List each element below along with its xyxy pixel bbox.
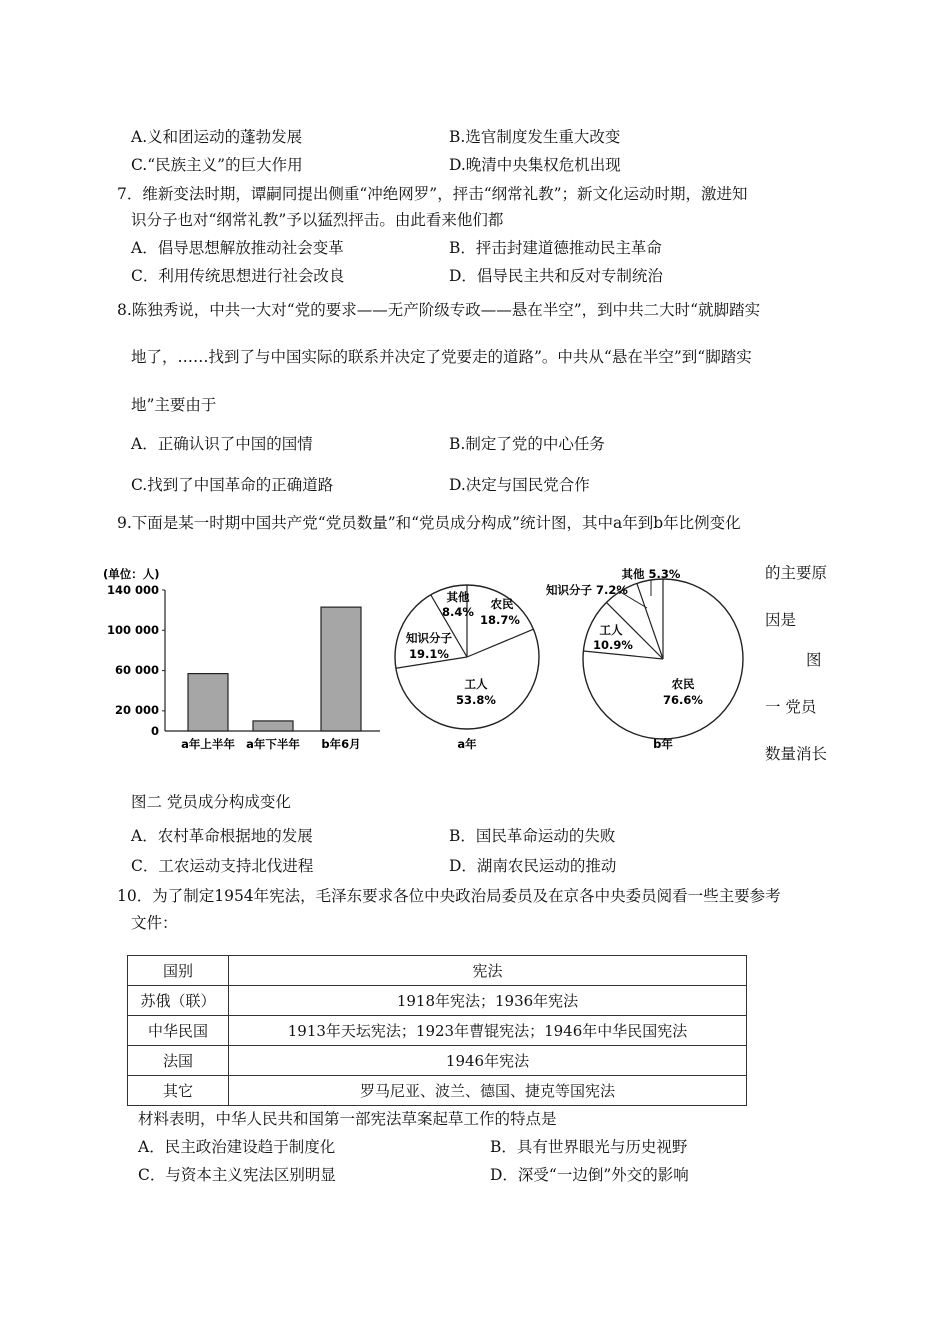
y-tick-label: 100 000 bbox=[106, 623, 159, 637]
q9-side-text-2: 因是 bbox=[765, 611, 797, 629]
y-tick-label: 140 000 bbox=[106, 583, 159, 597]
table-cell-constitution: 1918年宪法；1936年宪法 bbox=[229, 986, 747, 1016]
q7-option-b: B．抨击封建道德推动民主革命 bbox=[449, 239, 662, 257]
bar bbox=[253, 721, 293, 731]
q7-stem-line2: 识分子也对“纲常礼教”予以猛烈抨击。由此看来他们都 bbox=[131, 211, 504, 229]
pie-chart-b bbox=[546, 567, 743, 751]
table-header-cell: 国别 bbox=[128, 956, 229, 986]
q10-option-a: A．民主政治建设趋于制度化 bbox=[138, 1138, 336, 1156]
pie-b-label-qita: 其他 5.3% bbox=[621, 567, 681, 581]
q8-option-c: C.找到了中国革命的正确道路 bbox=[131, 476, 334, 494]
q8-option-b: B.制定了党的中心任务 bbox=[449, 435, 605, 453]
pie-b-label-nongmin: 农民 bbox=[671, 677, 695, 691]
pie-a-label-nongmin: 农民 bbox=[490, 597, 514, 611]
q6-option-b: B.选官制度发生重大改变 bbox=[449, 128, 621, 146]
q10-stem-line1: 10．为了制定1954年宪法，毛泽东要求各位中央政治局委员及在京各中央委员阅看一些主要参考 bbox=[117, 887, 781, 905]
x-category-label: a年下半年 bbox=[246, 737, 300, 751]
table-header-cell: 宪法 bbox=[229, 956, 747, 986]
pie-b-title: b年 bbox=[653, 737, 673, 751]
q9-side-text-3: 图 bbox=[806, 651, 822, 669]
q8-stem-line1: 8.陈独秀说，中共一大对“党的要求——无产阶级专政——悬在半空”，到中共二大时“就脚踏实 bbox=[117, 301, 761, 319]
q9-option-c: C．工农运动支持北伐进程 bbox=[131, 857, 314, 875]
pie-b-label-gongren: 工人 bbox=[599, 623, 623, 637]
q10-option-b: B．具有世界眼光与历史视野 bbox=[490, 1138, 688, 1156]
table-cell-country: 中华民国 bbox=[128, 1016, 229, 1046]
q7-option-c: C．利用传统思想进行社会改良 bbox=[131, 267, 345, 285]
q6-option-c: C.“民族主义”的巨大作用 bbox=[131, 156, 303, 174]
q8-option-a: A．正确认识了中国的国情 bbox=[131, 435, 313, 453]
table-cell-constitution: 1913年天坛宪法；1923年曹锟宪法；1946年中华民国宪法 bbox=[229, 1016, 747, 1046]
pie-b-label-zhishi: 知识分子 7.2% bbox=[546, 583, 628, 597]
q10-option-d: D．深受“一边倒”外交的影响 bbox=[490, 1166, 689, 1184]
q10-stem-line2: 文件： bbox=[131, 914, 178, 932]
pie-a-title: a年 bbox=[457, 737, 477, 751]
pie-a-label-gongren: 工人 bbox=[464, 677, 488, 691]
y-tick-label: 0 bbox=[150, 724, 159, 738]
q9-option-b: B．国民革命运动的失败 bbox=[449, 827, 616, 845]
table-cell-country: 其它 bbox=[128, 1076, 229, 1106]
q9-side-text-1: 的主要原 bbox=[765, 564, 828, 582]
pie-chart-a bbox=[395, 585, 539, 751]
q8-stem-line3: 地”主要由于 bbox=[131, 396, 217, 414]
q10-question: 材料表明，中华人民共和国第一部宪法草案起草工作的特点是 bbox=[138, 1110, 557, 1128]
q10-option-c: C．与资本主义宪法区别明显 bbox=[138, 1166, 336, 1184]
table-row bbox=[128, 1076, 747, 1106]
table-cell-constitution: 1946年宪法 bbox=[229, 1046, 747, 1076]
pie-a-value-zhishi: 19.1% bbox=[409, 647, 449, 661]
constitution-table bbox=[127, 955, 747, 1106]
x-category-label: b年6月 bbox=[321, 737, 361, 751]
q9-side-text-4: 一 党员 bbox=[765, 698, 817, 716]
bar bbox=[321, 607, 361, 731]
pie-b-value-nongmin: 76.6% bbox=[663, 693, 703, 707]
bar-chart bbox=[103, 567, 380, 751]
y-tick-label: 60 000 bbox=[114, 663, 159, 677]
x-category-label: a年上半年 bbox=[181, 737, 235, 751]
pie-a-value-nongmin: 18.7% bbox=[480, 613, 520, 627]
q9-figure2-caption: 图二 党员成分构成变化 bbox=[131, 793, 291, 811]
pie-a-label-qita: 其他 bbox=[446, 590, 470, 604]
bar-unit-label: (单位：人) bbox=[103, 567, 160, 581]
pie-b-value-gongren: 10.9% bbox=[593, 638, 633, 652]
table-row bbox=[128, 986, 747, 1016]
table-row bbox=[128, 1016, 747, 1046]
q9-figure bbox=[95, 560, 765, 760]
table-cell-country: 法国 bbox=[128, 1046, 229, 1076]
pie-a-value-qita: 8.4% bbox=[442, 605, 474, 619]
pie-a-value-gongren: 53.8% bbox=[456, 693, 496, 707]
q6-option-a: A.义和团运动的蓬勃发展 bbox=[131, 128, 303, 146]
table-cell-constitution: 罗马尼亚、波兰、德国、捷克等国宪法 bbox=[229, 1076, 747, 1106]
pie-a-label-zhishi: 知识分子 bbox=[406, 631, 452, 645]
q9-option-a: A．农村革命根据地的发展 bbox=[131, 827, 313, 845]
q9-option-d: D．湖南农民运动的推动 bbox=[449, 857, 617, 875]
q9-side-text-5: 数量消长 bbox=[765, 745, 828, 763]
bar bbox=[188, 674, 228, 731]
y-tick-label: 20 000 bbox=[114, 703, 159, 717]
q9-stem-line1: 9.下面是某一时期中国共产党“党员数量”和“党员成分构成”统计图，其中a年到b年比例变化 bbox=[117, 514, 741, 532]
q6-option-d: D.晚清中央集权危机出现 bbox=[449, 156, 621, 174]
table-header-row bbox=[128, 956, 747, 986]
q8-option-d: D.决定与国民党合作 bbox=[449, 476, 590, 494]
table-cell-country: 苏俄（联） bbox=[128, 986, 229, 1016]
q8-stem-line2: 地了，……找到了与中国实际的联系并决定了党要走的道路”。中共从“悬在半空”到“脚踏实 bbox=[131, 348, 752, 366]
table-row bbox=[128, 1046, 747, 1076]
q7-stem-line1: 7．维新变法时期，谭嗣同提出侧重“冲绝网罗”，抨击“纲常礼教”；新文化运动时期，激进知 bbox=[117, 185, 748, 203]
q7-option-d: D．倡导民主共和反对专制统治 bbox=[449, 267, 663, 285]
q7-option-a: A．倡导思想解放推动社会变革 bbox=[131, 239, 344, 257]
